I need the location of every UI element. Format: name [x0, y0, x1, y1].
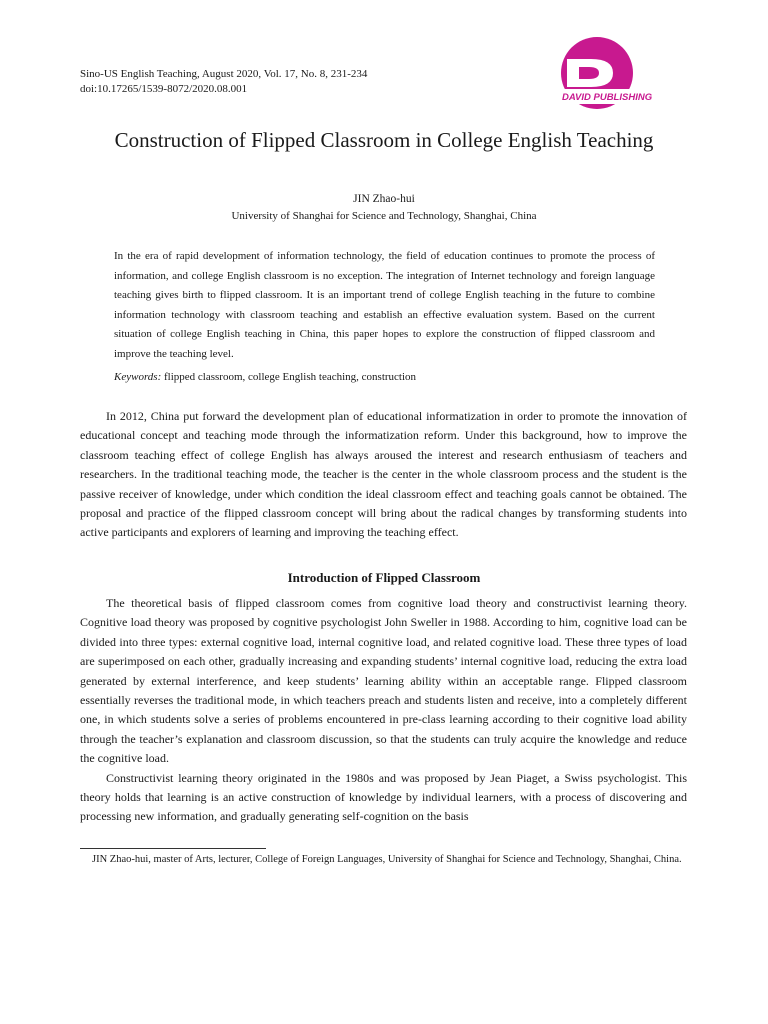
intro-section	[80, 407, 687, 543]
publisher-logo	[555, 37, 695, 109]
intro-paragraph: In 2012, China put forward the development plan of educational informatization in order to promote the innovation of educational concept and teaching mode through the informatization reform. Under this background, how to improve the classroom teaching effect of college English has always aroused the interest and research enthusiasm of teachers and researchers. In the traditional teaching mode, the teacher is the center in the whole classroom process and the student is the passive receiver of knowledge, under which condition the ideal classroom effect and teaching goals cannot be obtained. The proposal and practice of the flipped classroom concept will bring about the radical changes by transforming students into active participants and explorers of learning and improving the teaching effect.	[80, 409, 687, 540]
section-paragraph: The theoretical basis of flipped classroom comes from cognitive load theory and constructivist learning theory. Cognitive load theory was proposed by cognitive psychologist John Sweller in 1988. According to him, cognitive load can be divided into three types: external cognitive load, internal cognitive load, and related cognitive load. These three types of load are superimposed on each other, gradually increasing and expanding students’ internal cognitive load, reducing the extra load generated by external interference, and keep students’ learning ability within an acceptable range. Flipped classroom essentially reverses the traditional mode, in which teachers preach and students listen and receive, into a completely different one, in which students solve a series of problems encountered in pre-class learning according to their cognitive load ability through the teacher’s explanation and classroom discussion, so that the students can truly acquire the knowledge and reduce the cognitive load.	[80, 596, 687, 766]
logo-d-counter	[579, 67, 599, 79]
journal-citation: Sino-US English Teaching, August 2020, Vol. 17, No. 8, 231-234	[80, 68, 368, 80]
keywords	[114, 371, 655, 383]
journal-header	[80, 67, 367, 97]
keywords-label: Keywords:	[114, 371, 162, 383]
abstract	[114, 247, 655, 364]
abstract-text: In the era of rapid development of information technology, the field of education continues to promote the process of information, and college English classroom is no exception. The integration of Internet technology and foreign language teaching gives birth to flipped classroom. It is an important trend of college English teaching in the future to combine information technology with classroom teaching and establish an effective evaluation system. Based on the current situation of college English teaching in China, this paper hopes to explore the construction of flipped classroom and improve the teaching level.	[114, 250, 655, 360]
footnote-divider	[80, 848, 266, 849]
david-publishing-logo-icon	[555, 37, 695, 109]
logo-publisher-text: DAVID PUBLISHING	[562, 92, 653, 103]
section-paragraph: Constructivist learning theory originated in the 1980s and was proposed by Jean Piaget, a Swiss psychologist. This theory holds that learning is an active construction of knowledge by individual learners, with a process of discovering and processing new information, and gradually generating self-cognition on the basis	[80, 770, 687, 824]
footnote	[80, 853, 687, 867]
author-affiliation: University of Shanghai for Science and Technology, Shanghai, China	[231, 210, 537, 222]
footnote-text: JIN Zhao-hui, master of Arts, lecturer, College of Foreign Languages, University of Shanghai for Science and Technology, Shanghai, China.	[92, 854, 682, 865]
keywords-text: flipped classroom, college English teaching, construction	[164, 371, 417, 383]
author-name: JIN Zhao-hui	[353, 193, 415, 205]
section-heading: Introduction of Flipped Classroom	[287, 570, 481, 585]
paper-title: Construction of Flipped Classroom in College English Teaching	[114, 128, 654, 152]
doi: doi:10.17265/1539-8072/2020.08.001	[80, 83, 248, 95]
section-body	[80, 594, 687, 827]
